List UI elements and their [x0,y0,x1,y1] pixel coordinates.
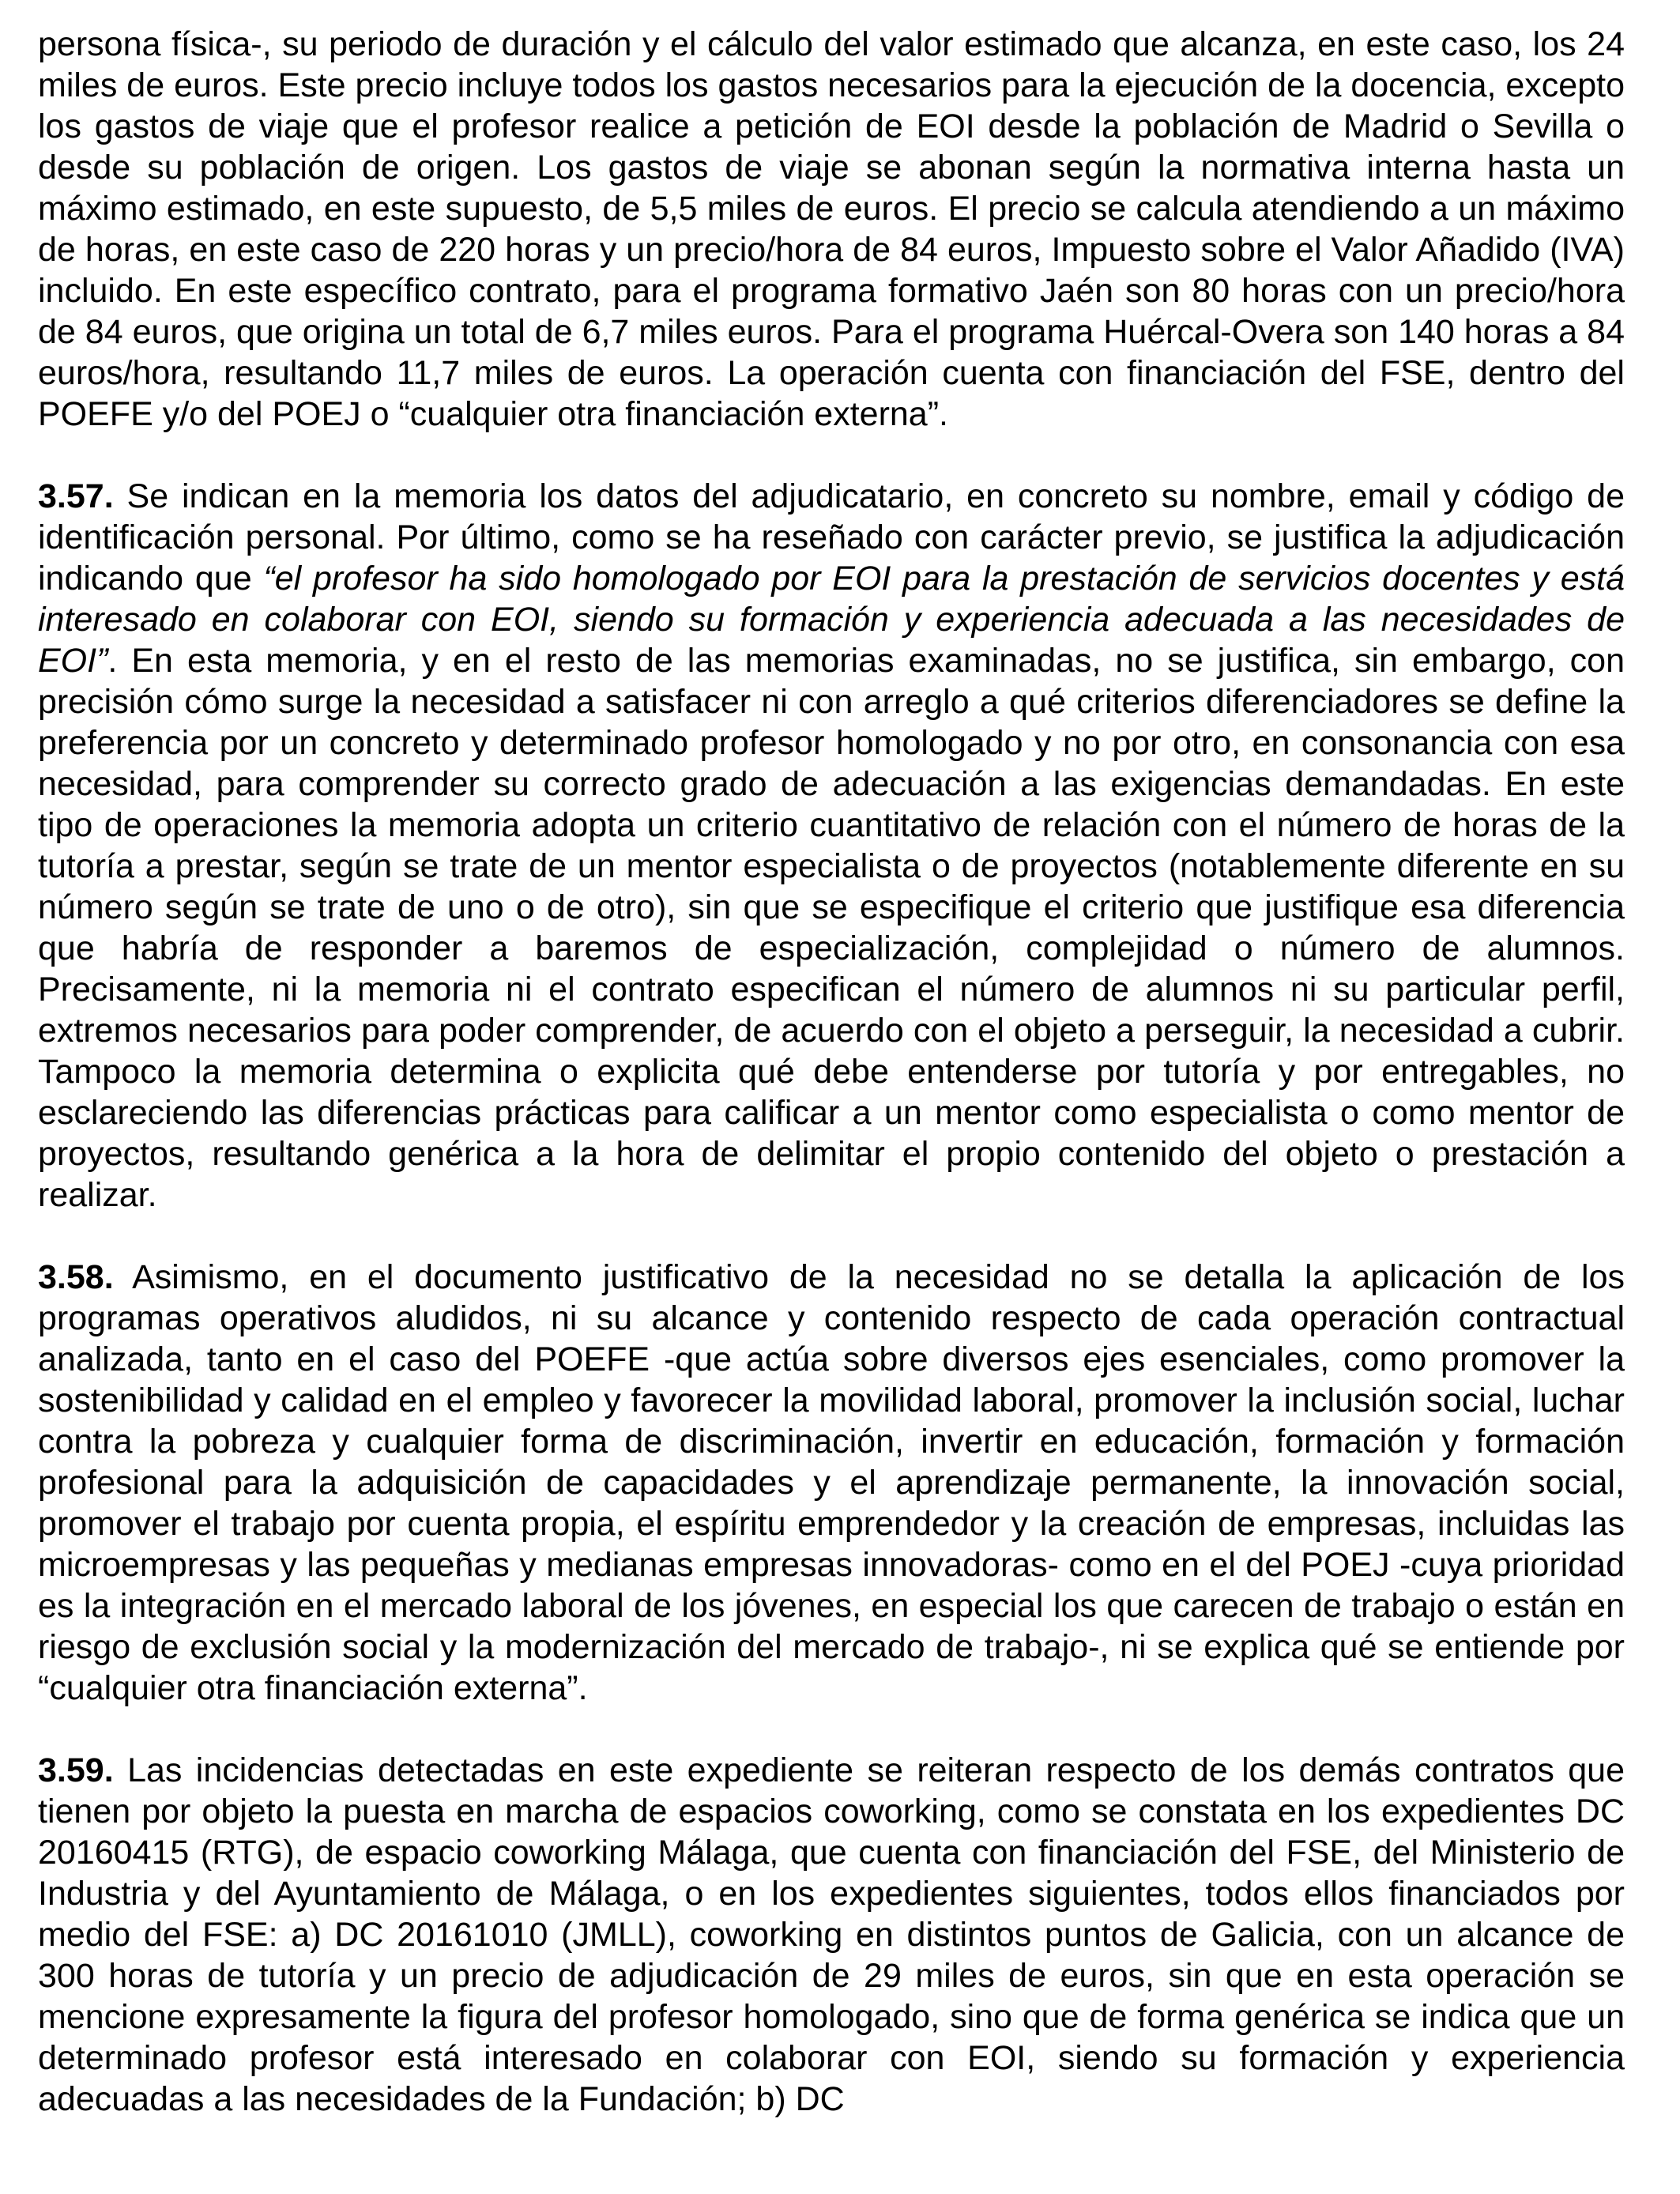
paragraph-text-continued: . En esta memoria, y en el resto de las memorias examinadas, no se justifica, sin embargo, con precisión cómo surge la necesidad a satisfacer ni con arreglo a qué criterios diferenciadores se define la preferencia por un concreto y determinado profesor homologado y no por otro, en consonancia con esa necesidad, para comprender su correcto grado de adecuación a las exigencias demandadas. En este tipo de operaciones la memoria adopta un criterio cuantitativo de relación con el número de horas de la tutoría a prestar, según se trate de un mentor especialista o de proyectos (notablemente diferente en su número según se trate de uno o de otro), sin que se especifique el criterio que justifique esa diferencia que habría de responder a baremos de especialización, complejidad o número de alumnos. Precisamente, ni la memoria ni el contrato especifican el número de alumnos ni su particular perfil, extremos necesarios para poder comprender, de acuerdo con el objeto a perseguir, la necesidad a cubrir. Tampoco la memoria determina o explicita qué debe entenderse por tutoría y por entregables, no esclareciendo las diferencias prácticas para calificar a un mentor como especialista o como mentor de proyectos, resultando genérica a la hora de delimitar el propio contenido del objeto o prestación a realizar. [38,642,1625,1214]
paragraph-3-58 [38,1257,1625,1709]
paragraph-number: 3.59. [38,1751,114,1789]
paragraph-3-57 [38,476,1625,1216]
italic-quote: “el profesor ha sido homologado por EOI para la prestación de servicios docentes y está interesado en colaborar con EOI, siendo su formación y experiencia adecuada a las necesidades de EOI” [38,560,1625,680]
paragraph-text: persona física-, su periodo de duración y el cálculo del valor estimado que alcanza, en este caso, los 24 miles de euros. Este precio incluye todos los gastos necesarios para la ejecución de la docencia, excepto los gastos de viaje que el profesor realice a petición de EOI desde la población de Madrid o Sevilla o desde su población de origen. Los gastos de viaje se abonan según la normativa interna hasta un máximo estimado, en este supuesto, de 5,5 miles de euros. El precio se calcula atendiendo a un máximo de horas, en este caso de 220 horas y un precio/hora de 84 euros, Impuesto sobre el Valor Añadido (IVA) incluido. En este específico contrato, para el programa formativo Jaén son 80 horas con un precio/hora de 84 euros, que origina un total de 6,7 miles euros. Para el programa Huércal-Overa son 140 horas a 84 euros/hora, resultando 11,7 miles de euros. La operación cuenta con financiación del FSE, dentro del POEFE y/o del POEJ o “cualquier otra financiación externa”. [38,25,1625,433]
paragraph-continuation [38,24,1625,435]
paragraph-number: 3.57. [38,477,114,515]
paragraph-number: 3.58. [38,1258,114,1296]
paragraph-text: Las incidencias detectadas en este expediente se reiteran respecto de los demás contratos que tienen por objeto la puesta en marcha de espacios coworking, como se constata en los expedientes DC 20160415 (RTG), de espacio coworking Málaga, que cuenta con financiación del FSE, del Ministerio de Industria y del Ayuntamiento de Málaga, o en los expedientes siguientes, todos ellos financiados por medio del FSE: a) DC 20161010 (JMLL), coworking en distintos puntos de Galicia, con un alcance de 300 horas de tutoría y un precio de adjudicación de 29 miles de euros, sin que en esta operación se mencione expresamente la figura del profesor homologado, sino que de forma genérica se indica que un determinado profesor está interesado en colaborar con EOI, siendo su formación y experiencia adecuadas a las necesidades de la Fundación; b) DC [38,1751,1625,2118]
paragraph-text: Asimismo, en el documento justificativo de la necesidad no se detalla la aplicación de los programas operativos aludidos, ni su alcance y contenido respecto de cada operación contractual analizada, tanto en el caso del POEFE -que actúa sobre diversos ejes esenciales, como promover la sostenibilidad y calidad en el empleo y favorecer la movilidad laboral, promover la inclusión social, luchar contra la pobreza y cualquier forma de discriminación, invertir en educación, formación y formación profesional para la adquisición de capacidades y el aprendizaje permanente, la innovación social, promover el trabajo por cuenta propia, el espíritu emprendedor y la creación de empresas, incluidas las microempresas y las pequeñas y medianas empresas innovadoras- como en el del POEJ -cuya prioridad es la integración en el mercado laboral de los jóvenes, en especial los que carecen de trabajo o están en riesgo de exclusión social y la modernización del mercado de trabajo-, ni se explica qué se entiende por “cualquier otra financiación externa”. [38,1258,1625,1707]
paragraph-text: Se indican en la memoria los datos del adjudicatario, en concreto su nombre, email y código de identificación personal. Por último, como se ha reseñado con carácter previo, se justifica la adjudicación indicando que [38,477,1625,598]
paragraph-3-59 [38,1750,1625,2120]
